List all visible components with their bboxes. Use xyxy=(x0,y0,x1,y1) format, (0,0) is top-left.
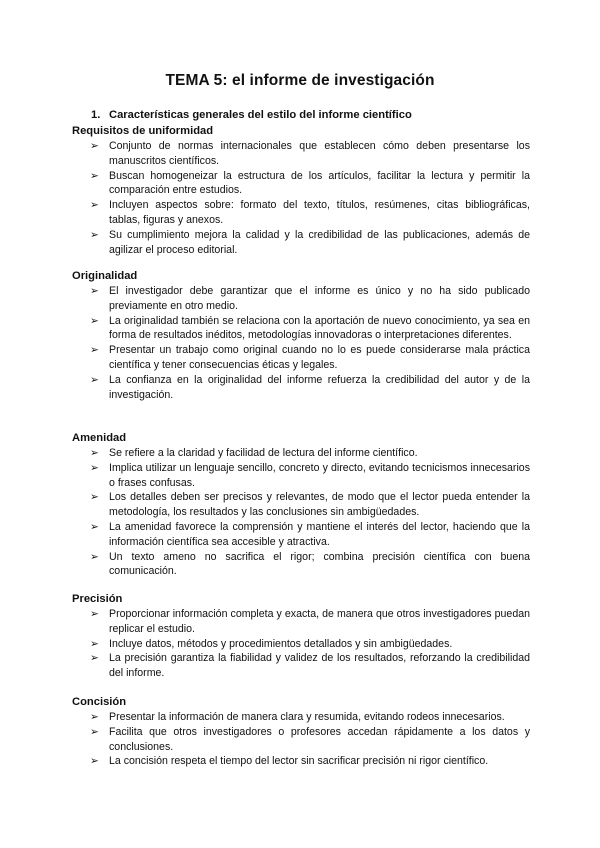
arrow-bullet-icon: ➢ xyxy=(90,637,99,650)
list-item: ➢ La originalidad también se relaciona con la aportación de nuevo conocimiento, ya sea en forma de resultados inéditos, metodologías innovadoras o interpretaciones diferentes. xyxy=(90,314,530,342)
arrow-bullet-icon: ➢ xyxy=(90,169,99,182)
arrow-bullet-icon: ➢ xyxy=(90,520,99,533)
section-requisitos-uniformidad xyxy=(72,124,530,257)
section-heading: Precisión xyxy=(72,593,123,605)
bullet-list xyxy=(72,284,530,402)
section-originalidad xyxy=(72,269,530,402)
bullet-list xyxy=(72,607,530,681)
section-concision xyxy=(72,695,530,769)
arrow-bullet-icon: ➢ xyxy=(90,652,99,665)
section-amenidad xyxy=(72,431,530,579)
arrow-bullet-icon: ➢ xyxy=(90,755,99,768)
list-item: ➢ Buscan homogeneizar la estructura de los artículos, facilitar la lectura y permitir la comparación entre estudios. xyxy=(90,169,530,197)
arrow-bullet-icon: ➢ xyxy=(90,711,99,723)
arrow-bullet-icon: ➢ xyxy=(90,491,99,504)
list-item: ➢ Incluye datos, métodos y procedimientos detallados y sin ambigüedades. xyxy=(90,637,453,650)
arrow-bullet-icon: ➢ xyxy=(90,608,99,620)
list-item: ➢ Incluyen aspectos sobre: formato del texto, títulos, resúmenes, citas bibliográficas, tablas, figuras y anexos. xyxy=(90,199,530,226)
bullet-list xyxy=(72,446,530,579)
section-heading: Concisión xyxy=(72,696,127,708)
list-item: ➢ Presentar un trabajo como original cuando no lo es puede considerarse mala práctica científica y tener consecuencias éticas y legales. xyxy=(90,344,530,371)
numbered-heading xyxy=(91,109,412,121)
list-item: ➢ Presentar la información de manera clara y resumida, evitando rodeos innecesarios. xyxy=(90,711,505,723)
arrow-bullet-icon: ➢ xyxy=(90,228,99,241)
list-item: ➢ Proporcionar información completa y exacta, de manera que otros investigadores puedan replicar el estudio. xyxy=(90,608,530,635)
arrow-bullet-icon: ➢ xyxy=(90,314,99,327)
list-item: ➢ La amenidad favorece la comprensión y mantiene el interés del lector, haciendo que la información científica sea accesible y atractiva. xyxy=(90,520,530,548)
bullet-list xyxy=(72,139,530,257)
arrow-bullet-icon: ➢ xyxy=(90,140,99,152)
section-heading: Amenidad xyxy=(72,432,127,444)
list-item: ➢ Se refiere a la claridad y facilidad de lectura del informe científico. xyxy=(90,447,418,459)
list-item: ➢ El investigador debe garantizar que el informe es único y no ha sido publicado previamente en otro medio. xyxy=(90,285,530,312)
arrow-bullet-icon: ➢ xyxy=(90,373,99,386)
arrow-bullet-icon: ➢ xyxy=(90,199,99,212)
heading-text: Características generales del estilo del informe científico xyxy=(109,109,412,121)
list-item: ➢ Facilita que otros investigadores o profesores accedan rápidamente a los datos y conclusiones. xyxy=(90,725,530,753)
list-item: ➢ Un texto ameno no sacrifica el rigor; combina precisión científica con buena comunicación. xyxy=(90,550,530,578)
list-item: ➢ La concisión respeta el tiempo del lector sin sacrificar precisión ni rigor científico. xyxy=(90,755,489,768)
arrow-bullet-icon: ➢ xyxy=(90,447,99,459)
list-item: ➢ Su cumplimiento mejora la calidad y la credibilidad de las publicaciones, además de agilizar el proceso editorial. xyxy=(90,228,530,256)
list-item: ➢ Conjunto de normas internacionales que establecen cómo deben presentarse los manuscritos científicos. xyxy=(90,140,530,167)
section-precision xyxy=(72,592,530,681)
heading-number: 1. xyxy=(91,109,101,121)
list-item: ➢ La precisión garantiza la fiabilidad y validez de los resultados, reforzando la credibilidad del informe. xyxy=(90,652,530,680)
list-item: ➢ Los detalles deben ser precisos y relevantes, de modo que el lector pueda entender la metodología, los resultados y las conclusiones sin ambigüedades. xyxy=(90,491,530,519)
bullet-list xyxy=(72,710,530,769)
list-item: ➢ La confianza en la originalidad del informe refuerza la credibilidad del autor y de la investigación. xyxy=(90,373,530,401)
arrow-bullet-icon: ➢ xyxy=(90,285,99,297)
section-heading: Requisitos de uniformidad xyxy=(72,125,214,137)
page-title: TEMA 5: el informe de investigación xyxy=(165,72,435,89)
arrow-bullet-icon: ➢ xyxy=(90,461,99,474)
section-heading: Originalidad xyxy=(72,270,138,282)
arrow-bullet-icon: ➢ xyxy=(90,725,99,738)
list-item: ➢ Implica utilizar un lenguaje sencillo, concreto y directo, evitando tecnicismos innecesarios o frases confusas. xyxy=(90,461,530,489)
arrow-bullet-icon: ➢ xyxy=(90,550,99,563)
arrow-bullet-icon: ➢ xyxy=(90,344,99,357)
